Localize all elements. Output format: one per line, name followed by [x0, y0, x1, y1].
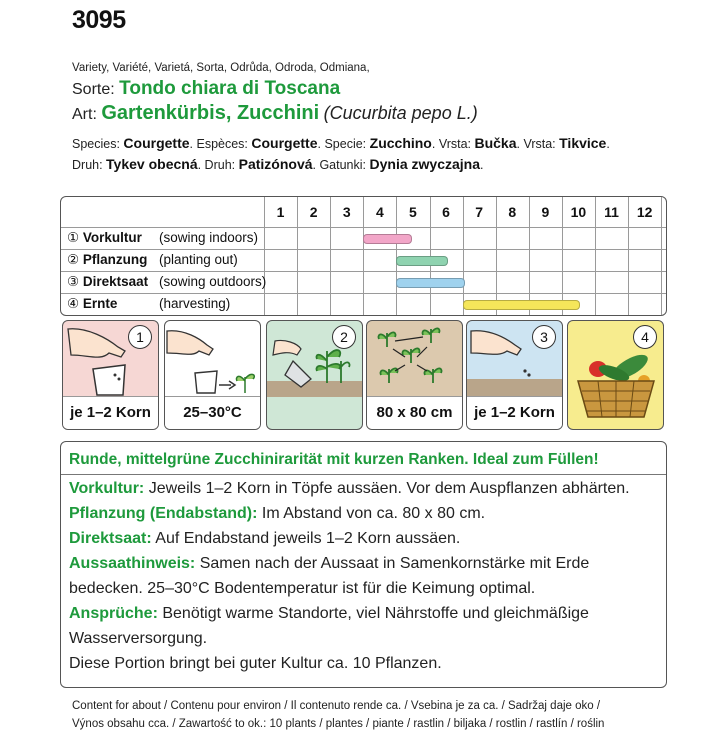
calendar-bar	[463, 300, 581, 310]
info-line	[69, 630, 207, 648]
art-value: Gartenkürbis, Zucchini	[101, 102, 320, 124]
species-name: Bučka	[474, 135, 517, 151]
footer-line-2: Výnos obsahu cca. / Zawartość to ok.: 10 plants / plantes / piante / rastlin / biljaka / rostlin / rastlín / roślin	[72, 718, 605, 730]
info-line	[69, 505, 485, 523]
calendar-row-label	[67, 227, 259, 249]
row-english: (harvesting)	[159, 296, 231, 311]
step-number-badge: 2	[332, 325, 356, 349]
species-key: . Druh:	[197, 158, 239, 172]
info-key: Direktsaat:	[69, 530, 152, 547]
month-header: 11	[604, 204, 619, 220]
plant-spacing-icon	[367, 321, 462, 397]
info-line	[69, 555, 589, 573]
growing-info-box	[60, 441, 667, 688]
product-code: 3095	[72, 6, 126, 34]
art-latin: (Cucurbita pepo L.)	[323, 103, 478, 123]
info-line	[69, 530, 460, 548]
species-key: Species:	[72, 137, 124, 151]
art-label: Art:	[72, 106, 97, 123]
info-text: Samen nach der Aussaat in Samenkornstärke mit Erde	[195, 555, 590, 572]
pictogram-panel	[164, 320, 261, 430]
row-number: ③	[67, 274, 83, 289]
species-key: Druh:	[72, 158, 107, 172]
grid-hline	[61, 271, 666, 272]
variety-languages: Variety, Variété, Varietá, Sorta, Odrůda, Odroda, Odmiana,	[72, 62, 370, 74]
species-line-1	[72, 135, 610, 151]
month-header: 7	[475, 204, 484, 220]
species-name: Patizónová	[238, 156, 313, 172]
month-header: 12	[636, 204, 653, 220]
month-header: 6	[442, 204, 450, 220]
pictogram-caption: 80 x 80 cm	[367, 396, 462, 429]
row-name: Vorkultur	[82, 230, 142, 245]
info-text: Jeweils 1–2 Korn in Töpfe aussäen. Vor dem Auspflanzen abhärten.	[144, 480, 630, 497]
calendar-bar	[396, 278, 464, 288]
calendar-row-label	[67, 249, 238, 271]
info-text: Wasserversorgung.	[69, 630, 208, 647]
info-line	[69, 580, 535, 598]
grid-vline	[496, 197, 497, 315]
sorte-label: Sorte:	[72, 81, 115, 98]
species-key: . Specie:	[317, 137, 370, 151]
month-header: 2	[309, 204, 318, 220]
pictogram-panel	[62, 320, 159, 430]
species-name: Dynia zwyczajna	[369, 156, 480, 172]
species-key: .	[606, 137, 610, 151]
info-key: Vorkultur:	[69, 480, 145, 497]
month-header: 9	[541, 204, 550, 220]
info-text: bedecken. 25–30°C Bodentemperatur ist für die Keimung optimal.	[69, 580, 536, 597]
species-name: Courgette	[251, 135, 318, 151]
calendar-bar	[363, 234, 411, 244]
species-key: . Espèces:	[189, 137, 252, 151]
germination-icon	[165, 321, 260, 397]
species-name: Tykev obecná	[106, 156, 198, 172]
pictogram-caption: je 1–2 Korn	[63, 396, 158, 429]
grid-hline	[61, 293, 666, 294]
grid-vline	[363, 197, 364, 315]
info-key: Pflanzung (Endabstand):	[69, 505, 258, 522]
grid-hline	[61, 249, 666, 250]
info-text: Im Abstand von ca. 80 x 80 cm.	[257, 505, 486, 522]
calendar-row-label	[67, 293, 231, 315]
month-header: 8	[508, 204, 517, 220]
grid-vline	[628, 197, 629, 315]
species-key: . Vrsta:	[516, 137, 560, 151]
species-line-2	[72, 156, 483, 172]
month-header: 3	[342, 204, 351, 220]
row-name: Pflanzung	[82, 252, 148, 267]
sorte-value: Tondo chiara di Toscana	[119, 78, 341, 99]
row-number: ④	[67, 296, 83, 311]
row-number: ①	[67, 230, 83, 245]
info-text: Benötigt warme Standorte, viel Nährstoffe und gleichmäßige	[157, 605, 589, 622]
info-headline: Runde, mittelgrüne Zucchinirarität mit kurzen Ranken. Ideal zum Füllen!	[69, 451, 599, 468]
row-name: Direktsaat	[82, 274, 149, 289]
sorte-line	[72, 78, 340, 100]
info-divider	[61, 474, 666, 475]
species-key: .	[480, 158, 484, 172]
species-name: Zucchino	[369, 135, 432, 151]
pictogram-panel	[366, 320, 463, 430]
pictogram-panel	[567, 320, 664, 430]
pictogram-caption: 25–30°C	[165, 396, 260, 429]
row-english: (planting out)	[159, 252, 238, 267]
step-number-badge: 1	[128, 325, 152, 349]
pictogram-illustration	[367, 321, 462, 402]
month-header: 10	[570, 204, 587, 220]
grid-hline	[61, 227, 666, 228]
grid-vline	[529, 197, 530, 315]
info-line	[69, 655, 442, 673]
grid-vline	[562, 197, 563, 315]
pictogram-illustration	[165, 321, 260, 402]
row-number: ②	[67, 252, 83, 267]
info-line	[69, 480, 630, 498]
species-key: . Vrsta:	[431, 137, 475, 151]
sowing-calendar	[60, 196, 667, 316]
pictogram-panel	[466, 320, 563, 430]
calendar-bar	[396, 256, 448, 266]
info-text: Auf Endabstand jeweils 1–2 Korn aussäen.	[151, 530, 461, 547]
calendar-row-label	[67, 271, 267, 293]
info-key: Aussaathinweis:	[69, 555, 196, 572]
species-name: Tikvice	[559, 135, 607, 151]
info-key: Ansprüche:	[69, 605, 158, 622]
grid-vline	[297, 197, 298, 315]
species-key: . Gatunki:	[312, 158, 370, 172]
grid-vline	[661, 197, 662, 315]
pictogram-caption: je 1–2 Korn	[467, 396, 562, 429]
grid-vline	[264, 197, 265, 315]
step-number-badge: 3	[532, 325, 556, 349]
species-name: Courgette	[123, 135, 190, 151]
step-number-badge: 4	[633, 325, 657, 349]
footer-line-1: Content for about / Contenu pour environ / Il contenuto rende ca. / Vsebina je za ca. / Sadržaj daje oko /	[72, 700, 601, 712]
info-text: Diese Portion bringt bei guter Kultur ca. 10 Pflanzen.	[69, 655, 442, 672]
month-header: 1	[276, 204, 285, 220]
info-line	[69, 605, 589, 623]
row-name: Ernte	[82, 296, 118, 311]
month-header: 4	[375, 204, 384, 220]
month-header: 5	[409, 204, 417, 220]
row-english: (sowing outdoors)	[159, 274, 267, 289]
row-english: (sowing indoors)	[159, 230, 259, 245]
pictogram-panel	[266, 320, 363, 430]
grid-vline	[595, 197, 596, 315]
grid-vline	[463, 197, 464, 315]
grid-vline	[330, 197, 331, 315]
art-line	[72, 102, 478, 125]
